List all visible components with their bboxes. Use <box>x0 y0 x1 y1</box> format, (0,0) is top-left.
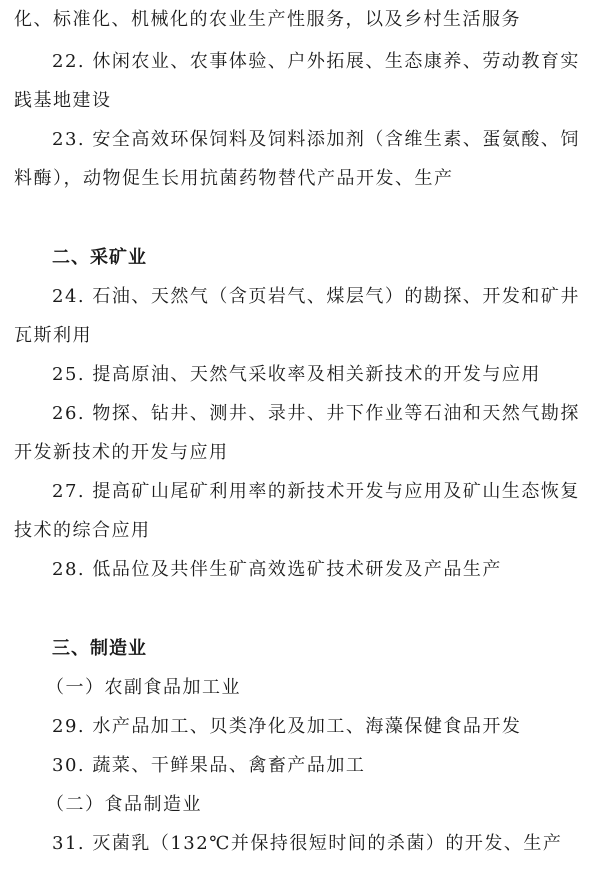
item-27: 27. 提高矿山尾矿利用率的新技术开发与应用及矿山生态恢复 <box>52 481 580 502</box>
item-26: 26. 物探、钻井、测井、录井、井下作业等石油和天然气勘探 <box>52 403 580 424</box>
text-line: 化、标准化、机械化的农业生产性服务，以及乡村生活服务 <box>14 9 521 30</box>
text-line: 瓦斯利用 <box>14 325 92 346</box>
section-heading-manufacturing: 三、制造业 <box>52 638 147 659</box>
item-30: 30. 蔬菜、干鲜果品、禽畜产品加工 <box>52 755 366 776</box>
section-heading-mining: 二、采矿业 <box>52 247 147 268</box>
item-31: 31. 灭菌乳（132℃并保持很短时间的杀菌）的开发、生产 <box>52 833 563 854</box>
text-line: 料酶），动物促生长用抗菌药物替代产品开发、生产 <box>14 168 454 189</box>
text-line: 践基地建设 <box>14 90 112 111</box>
text-line: 开发新技术的开发与应用 <box>14 442 229 463</box>
item-22: 22. 休闲农业、农事体验、户外拓展、生态康养、劳动教育实 <box>52 51 580 72</box>
item-28: 28. 低品位及共伴生矿高效选矿技术研发及产品生产 <box>52 559 502 580</box>
item-24: 24. 石油、天然气（含页岩气、煤层气）的勘探、开发和矿井 <box>52 286 580 307</box>
item-25: 25. 提高原油、天然气采收率及相关新技术的开发与应用 <box>52 364 541 385</box>
subsection-heading-agri-food: （一）农副食品加工业 <box>46 677 241 698</box>
item-29: 29. 水产品加工、贝类净化及加工、海藻保健食品开发 <box>52 716 522 737</box>
text-line: 技术的综合应用 <box>14 520 151 541</box>
subsection-heading-food-manufacturing: （二）食品制造业 <box>46 794 202 815</box>
item-23: 23. 安全高效环保饲料及饲料添加剂（含维生素、蛋氨酸、饲 <box>52 129 580 150</box>
